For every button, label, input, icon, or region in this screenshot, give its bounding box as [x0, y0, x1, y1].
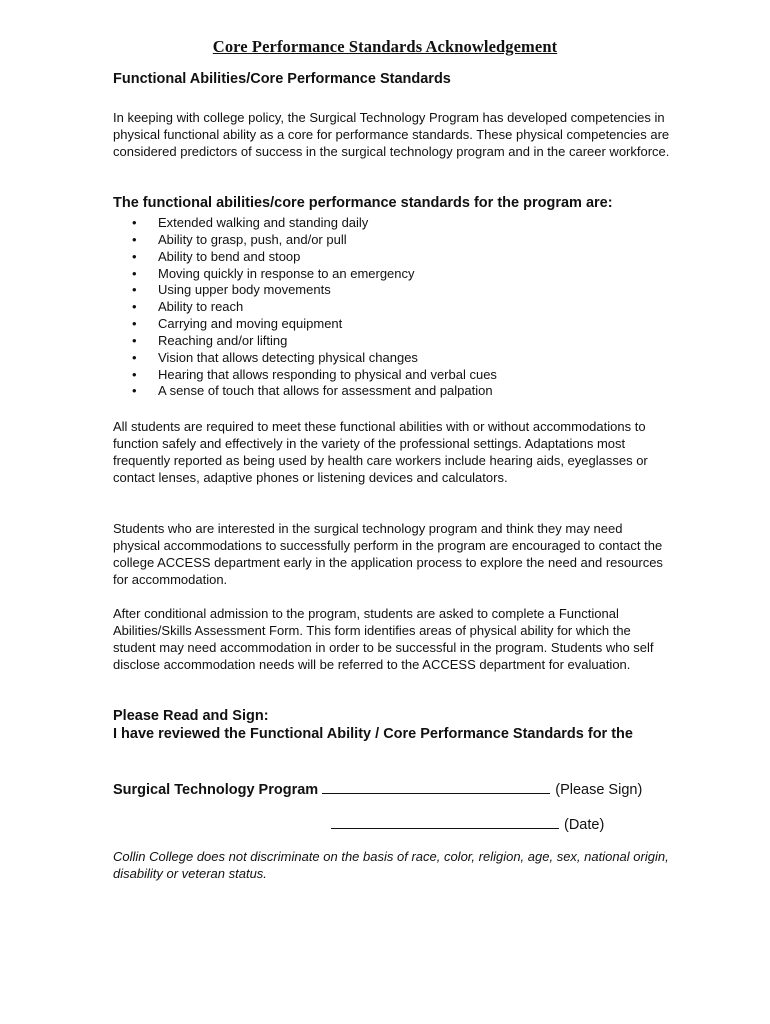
list-item-text: Extended walking and standing daily	[158, 215, 369, 230]
list-item-text: Vision that allows detecting physical changes	[158, 349, 418, 365]
admission-paragraph: After conditional admission to the program, students are asked to complete a Functional Abilities/Skills Assessment Form. This form identifies areas of physical ability for which the student may need accommodation in order to be successful in the program. Students who self disclose accommodation needs will be referred to the ACCESS department for evaluation.	[113, 606, 654, 672]
signature-line[interactable]	[322, 779, 550, 794]
list-item	[130, 350, 497, 367]
list-item-text: A sense of touch that allows for assessment and palpation	[158, 383, 493, 399]
list-item-text: Moving quickly in response to an emergency	[158, 265, 415, 281]
sign-heading: Please Read and Sign:	[113, 708, 269, 724]
requirement-paragraph: All students are required to meet these functional abilities with or without accommodations to function safely and effectively in the variety of the professional settings. Adaptations most frequently reported as being used by health care workers include hearing aids, eyeglasses or contact lenses, adaptive phones or listening devices and calculators.	[113, 419, 648, 485]
bullet-icon: •	[132, 332, 137, 348]
list-item	[130, 383, 497, 400]
list-item	[130, 333, 497, 350]
date-row	[331, 814, 604, 833]
bullet-icon: •	[132, 282, 137, 298]
document-title: Core Performance Standards Acknowledgement	[212, 37, 558, 56]
bullet-icon: •	[132, 316, 137, 332]
bullet-icon: •	[132, 265, 137, 281]
date-line[interactable]	[331, 814, 559, 829]
list-item	[130, 249, 497, 266]
list-item	[130, 266, 497, 283]
list-item-text: Using upper body movements	[158, 282, 331, 298]
signature-row	[113, 779, 642, 798]
bullet-icon: •	[132, 383, 137, 399]
list-item	[130, 367, 497, 384]
bullet-icon: •	[132, 366, 137, 382]
list-item	[130, 282, 497, 299]
bullet-icon: •	[132, 231, 137, 247]
sign-prompt	[113, 707, 693, 743]
list-item	[130, 299, 497, 316]
accommodation-paragraph: Students who are interested in the surgical technology program and think they may need physical accommodations to successfully perform in the program are encouraged to contact the college ACCESS department early in the application process to explore the need and resources for accommodation.	[113, 521, 663, 587]
date-hint: (Date)	[564, 817, 605, 833]
bullet-icon: •	[132, 349, 137, 365]
bullet-icon: •	[132, 299, 137, 315]
list-item-text: Carrying and moving equipment	[158, 316, 343, 332]
intro-paragraph: In keeping with college policy, the Surgical Technology Program has developed competencies in physical functional ability as a core for performance standards. These physical competencies are considered predictors of success in the surgical technology program and in the career workforce.	[113, 110, 670, 159]
signature-hint: (Please Sign)	[555, 782, 643, 798]
program-label: Surgical Technology Program	[113, 782, 319, 798]
list-item-text: Ability to bend and stoop	[158, 248, 301, 264]
list-item-text: Reaching and/or lifting	[158, 332, 288, 348]
bullet-icon: •	[132, 248, 137, 264]
abilities-list	[130, 215, 497, 400]
abilities-list-heading: The functional abilities/core performance standards for the program are:	[113, 195, 613, 211]
list-item	[130, 232, 497, 249]
bullet-icon: •	[132, 215, 137, 230]
list-item-text: Ability to reach	[158, 299, 244, 315]
list-item-text: Ability to grasp, push, and/or pull	[158, 231, 347, 247]
section-heading: Functional Abilities/Core Performance Standards	[113, 71, 451, 87]
disclaimer: Collin College does not discriminate on the basis of race, color, religion, age, sex, national origin, disability or veteran status.	[113, 849, 669, 881]
sign-statement: I have reviewed the Functional Ability / Core Performance Standards for the	[113, 726, 633, 742]
list-item-text: Hearing that allows responding to physical and verbal cues	[158, 366, 497, 382]
list-item	[130, 316, 497, 333]
list-item	[130, 215, 497, 232]
